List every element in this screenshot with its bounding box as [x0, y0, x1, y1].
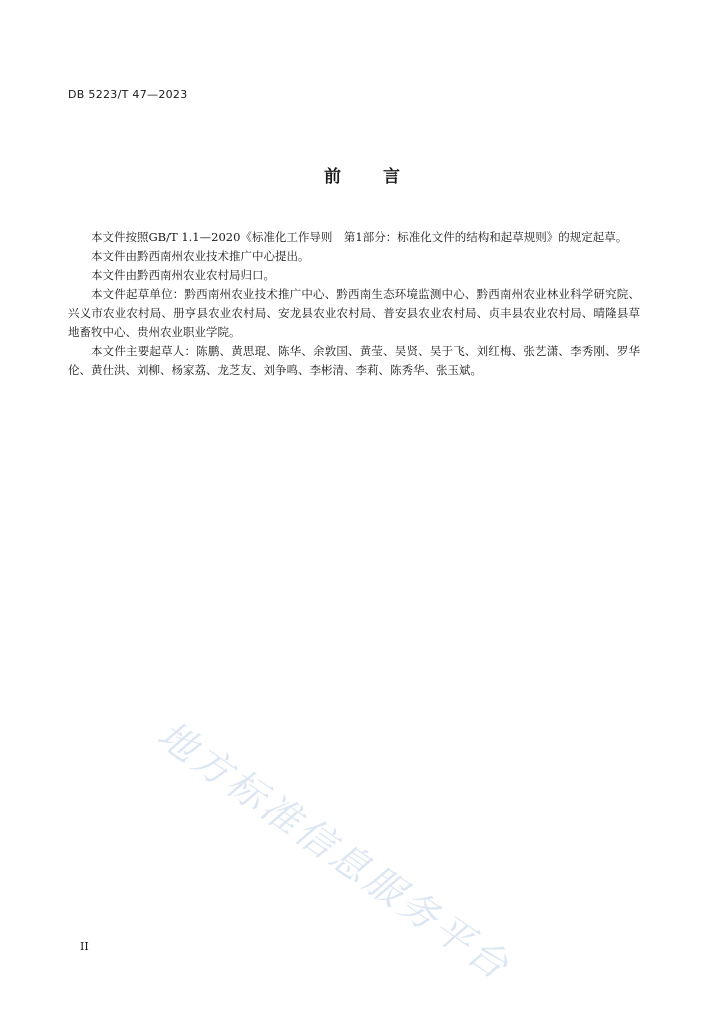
document-code: DB 5223/T 47—2023 [68, 88, 188, 101]
paragraph-administered-by: 本文件由黔西南州农业农村局归口。 [91, 268, 275, 282]
paragraph-drafting-units: 本文件起草单位：黔西南州农业技术推广中心、黔西南生态环境监测中心、黔西南州农业林业科学研究院、兴义市农业农村局、册亨县农业农村局、安龙县农业农村局、普安县农业农村局、贞丰县农业农村局、晴隆县草地畜牧中心、贵州农业职业学院。 [68, 287, 640, 339]
paragraph-proposed-by: 本文件由黔西南州农业技术推广中心提出。 [91, 249, 310, 263]
watermark: 地方标准信息服务平台 [149, 712, 519, 990]
foreword-body [68, 228, 640, 380]
page-title: 前 言 [324, 167, 418, 187]
page-number: II [80, 940, 89, 953]
paragraph-drafting-rules: 本文件按照GB/T 1.1—2020《标准化工作导则 第1部分：标准化文件的结构和起草规则》的规定起草。 [91, 230, 628, 244]
paragraph-drafters: 本文件主要起草人：陈鹏、黄思琨、陈华、余敦国、黄莹、吴贤、吴于飞、刘红梅、张艺潇、李秀刚、罗华伦、黄仕洪、刘柳、杨家荔、龙芝友、刘争鸣、李彬清、李莉、陈秀华、张玉斌。 [68, 344, 640, 377]
